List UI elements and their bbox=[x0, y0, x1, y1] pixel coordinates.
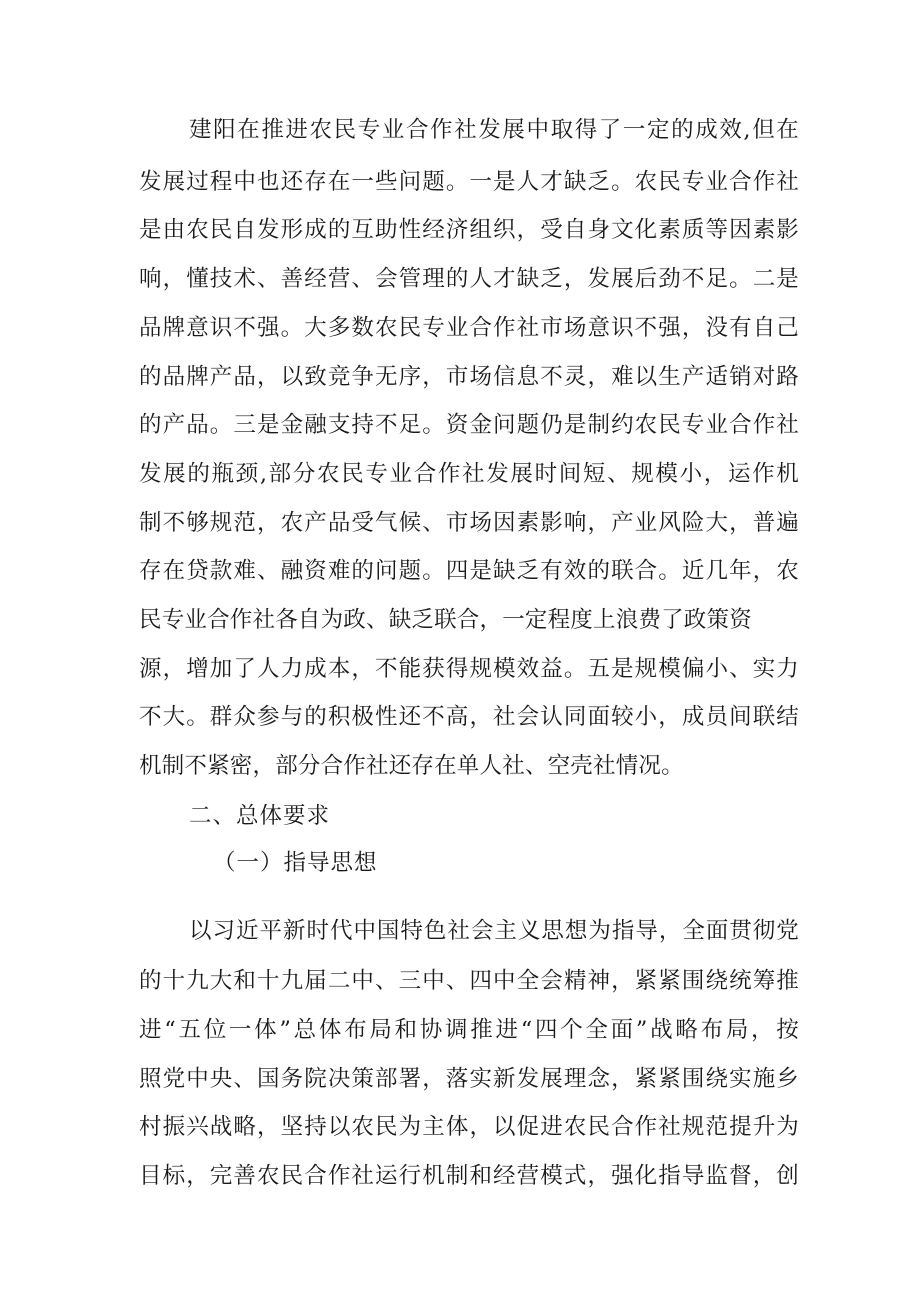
paragraph-line: 机制不紧密，部分合作社还存在单人社、空壳社情况。 bbox=[139, 753, 684, 779]
paragraph-line: 发展过程中也还存在一些问题。一是人才缺乏。农民专业合作社 bbox=[139, 169, 799, 195]
section-heading: 二、总体要求 bbox=[189, 803, 331, 829]
paragraph-line: 制不够规范，农产品受气候、市场因素影响，产业风险大，普遍 bbox=[139, 510, 799, 536]
paragraph-line: 的十九大和十九届二中、三中、四中全会精神，紧紧围绕统筹推 bbox=[139, 968, 799, 994]
paragraph-line: 的品牌产品，以致竞争无序，市场信息不灵，难以生产适销对路 bbox=[139, 364, 799, 390]
paragraph-line: 响，懂技术、善经营、会管理的人才缺乏，发展后劲不足。二是 bbox=[139, 266, 799, 292]
paragraph-line: 建阳在推进农民专业合作社发展中取得了一定的成效,但在 bbox=[189, 117, 799, 143]
paragraph-line: 品牌意识不强。大多数农民专业合作社市场意识不强，没有自己 bbox=[139, 315, 799, 341]
paragraph-line: 不大。群众参与的积极性还不高，社会认同面较小，成员间联结 bbox=[139, 704, 799, 730]
paragraph-line: 存在贷款难、融资难的问题。四是缺乏有效的联合。近几年，农 bbox=[139, 558, 799, 584]
paragraph-line: 以习近平新时代中国特色社会主义思想为指导，全面贯彻党 bbox=[189, 918, 799, 944]
paragraph-line: 照党中央、国务院决策部署，落实新发展理念，紧紧围绕实施乡 bbox=[139, 1066, 799, 1092]
paragraph-line: 发展的瓶颈,部分农民专业合作社发展时间短、规模小，运作机 bbox=[139, 461, 799, 487]
paragraph-line: 民专业合作社各自为政、缺乏联合，一定程度上浪费了政策资 bbox=[139, 607, 752, 633]
paragraph-line: 是由农民自发形成的互助性经济组织，受自身文化素质等因素影 bbox=[139, 217, 799, 243]
paragraph-line: 目标，完善农民合作社运行机制和经营模式，强化指导监督，创 bbox=[139, 1163, 799, 1189]
subsection-heading: （一）指导思想 bbox=[213, 850, 378, 876]
paragraph-line: 源，增加了人力成本，不能获得规模效益。五是规模偏小、实力 bbox=[139, 656, 799, 682]
paragraph-line: 进“五位一体”总体布局和协调推进“四个全面”战略布局，按 bbox=[139, 1017, 799, 1043]
paragraph-line: 村振兴战略，坚持以农民为主体，以促进农民合作社规范提升为 bbox=[139, 1114, 799, 1140]
paragraph-line: 的产品。三是金融支持不足。资金问题仍是制约农民专业合作社 bbox=[139, 412, 799, 438]
